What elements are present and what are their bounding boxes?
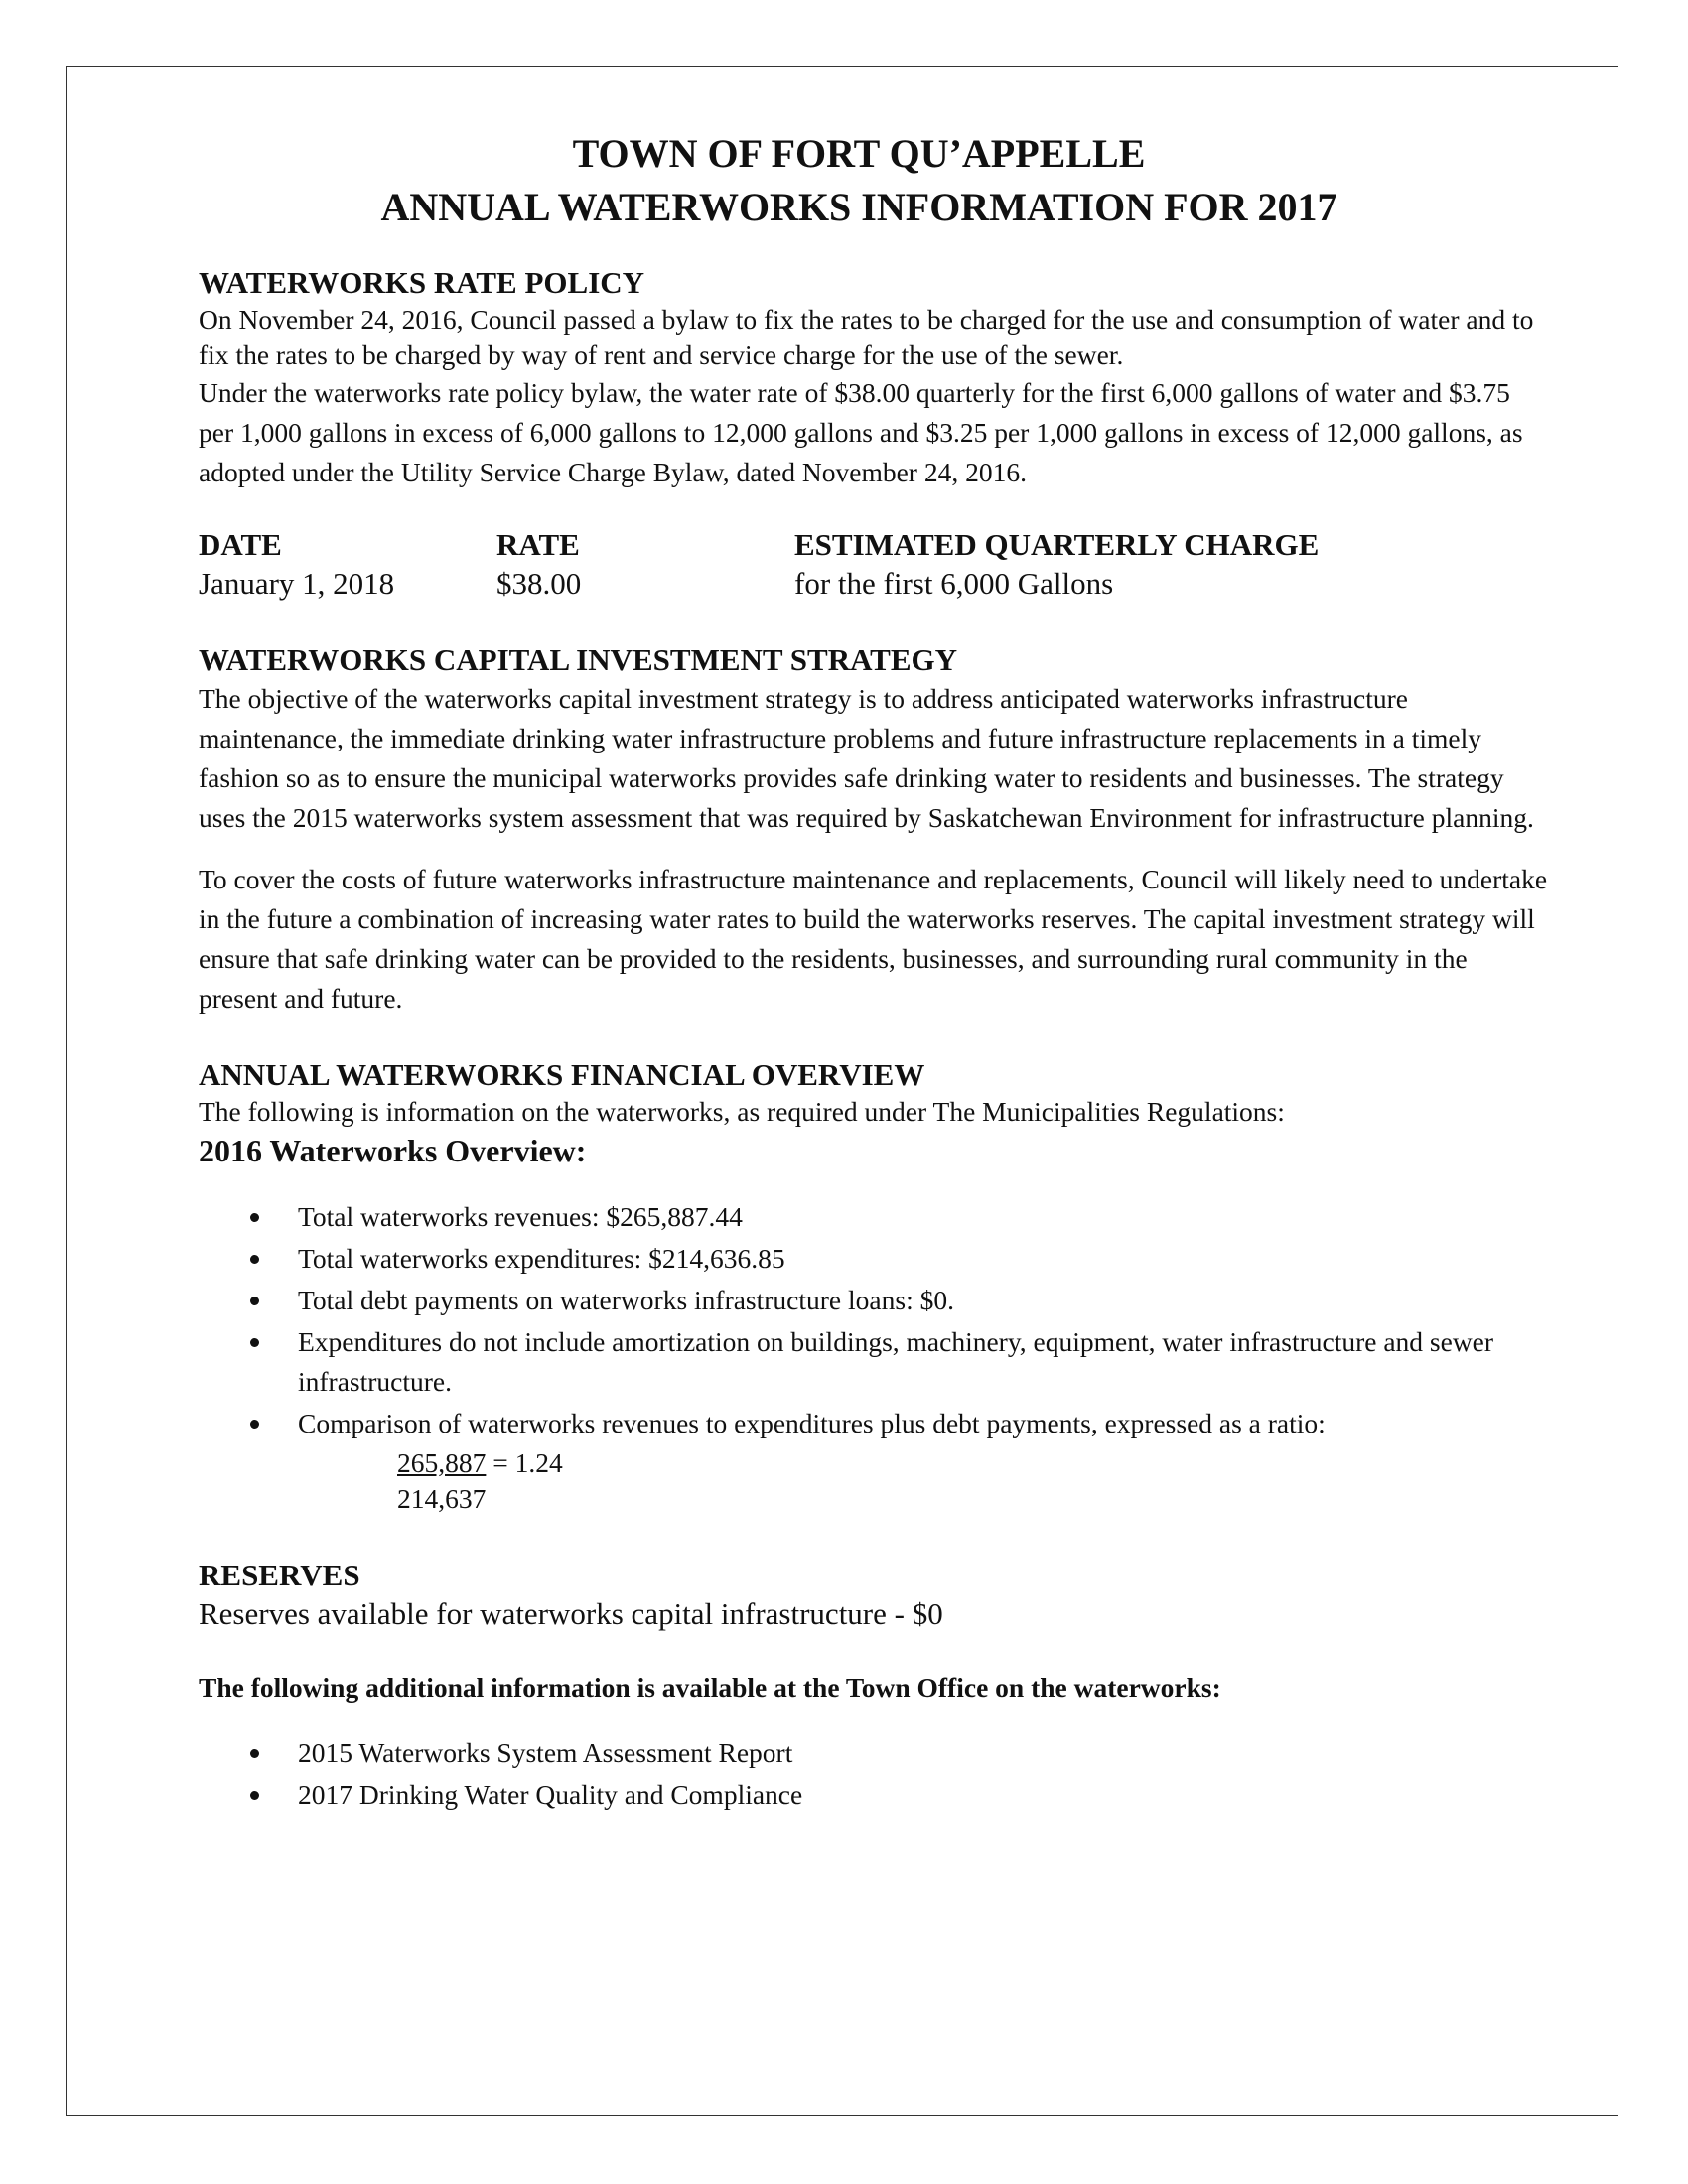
rate-table-cell-date: January 1, 2018	[199, 566, 395, 601]
ratio-denominator: 214,637	[397, 1483, 487, 1514]
list-item-text: 2017 Drinking Water Quality and Compliance	[298, 1778, 803, 1810]
capital-strategy-paragraph-2: To cover the costs of future waterworks infrastructure maintenance and replacements, Council will likely need to undertake in the future a combination of increasing water rates to build the waterworks reserves. The capital investment strategy will ensure that safe drinking water can be provided to the residents, businesses, and surrounding rural community in the present and future.	[199, 864, 1548, 1014]
rate-policy-section	[199, 264, 1549, 492]
list-item-text: Total waterworks expenditures: $214,636.85	[298, 1243, 785, 1274]
financial-overview-subheading: 2016 Waterworks Overview:	[199, 1133, 587, 1168]
overview-bullet-list	[199, 1197, 1549, 1443]
rate-table-header-charge: ESTIMATED QUARTERLY CHARGE	[794, 527, 1320, 562]
financial-overview-intro: The following is information on the waterworks, as required under The Municipalities Regulations:	[199, 1096, 1285, 1127]
bullet-icon	[250, 1213, 259, 1222]
document-body	[199, 127, 1549, 1817]
bullet-icon	[250, 1791, 259, 1800]
rate-table-header-rate: RATE	[496, 527, 580, 562]
rate-table	[199, 526, 1549, 604]
bullet-icon	[250, 1255, 259, 1264]
ratio-result: = 1.24	[492, 1447, 563, 1478]
rate-table-header-date: DATE	[199, 527, 282, 562]
list-item	[199, 1733, 1549, 1773]
reserves-text: Reserves available for waterworks capital infrastructure - $0	[199, 1596, 943, 1631]
list-item-text: 2015 Waterworks System Assessment Report	[298, 1736, 793, 1768]
title-line-1: TOWN OF FORT QU’APPELLE	[572, 131, 1146, 176]
list-item	[199, 1775, 1549, 1815]
bullet-icon	[250, 1338, 259, 1347]
bullet-icon	[250, 1297, 259, 1305]
additional-info-list	[199, 1733, 1549, 1815]
financial-overview-section	[199, 1056, 1549, 1517]
list-item-text: Expenditures do not include amortization on buildings, machinery, equipment, water infrastructure and sewer infrastructure.	[298, 1326, 1494, 1397]
title-line-2: ANNUAL WATERWORKS INFORMATION FOR 2017	[380, 185, 1337, 229]
list-item	[199, 1197, 1549, 1237]
list-item	[199, 1281, 1549, 1320]
ratio-expression	[397, 1445, 1549, 1517]
list-item-text: Total debt payments on waterworks infrastructure loans: $0.	[298, 1285, 954, 1315]
rate-table-cell-charge: for the first 6,000 Gallons	[794, 566, 1114, 601]
rate-table-cell-rate: $38.00	[496, 566, 582, 601]
ratio-top-line	[397, 1445, 1549, 1481]
capital-strategy-section	[199, 641, 1549, 1019]
rate-policy-paragraph-1: On November 24, 2016, Council passed a bylaw to fix the rates to be charged for the use and consumption of water and to fix the rates to be charged by way of rent and service charge for the use of the sewer.	[199, 304, 1534, 370]
document-title	[169, 127, 1549, 234]
capital-strategy-paragraph-1: The objective of the waterworks capital investment strategy is to address anticipated waterworks infrastructure maintenance, the immediate drinking water infrastructure problems and future infrastructure replacements in a timely fashion so as to ensure the municipal waterworks provides safe drinking water to residents and businesses. The strategy uses the 2015 waterworks system assessment that was required by Saskatchewan Environment for infrastructure planning.	[199, 683, 1534, 833]
list-item	[199, 1404, 1549, 1443]
rate-policy-heading: WATERWORKS RATE POLICY	[199, 265, 645, 300]
bullet-icon	[250, 1749, 259, 1758]
additional-info-heading: The following additional information is available at the Town Office on the waterworks:	[199, 1672, 1221, 1703]
reserves-section	[199, 1557, 1549, 1634]
list-item-text: Comparison of waterworks revenues to expenditures plus debt payments, expressed as a ratio:	[298, 1408, 1326, 1438]
list-item	[199, 1322, 1549, 1402]
ratio-numerator: 265,887	[397, 1447, 487, 1478]
capital-strategy-heading: WATERWORKS CAPITAL INVESTMENT STRATEGY	[199, 642, 958, 677]
financial-overview-heading: ANNUAL WATERWORKS FINANCIAL OVERVIEW	[199, 1057, 925, 1092]
list-item-text: Total waterworks revenues: $265,887.44	[298, 1201, 743, 1232]
rate-policy-paragraph-2: Under the waterworks rate policy bylaw, the water rate of $38.00 quarterly for the first 6,000 gallons of water and $3.75 per 1,000 gallons in excess of 6,000 gallons to 12,000 gallons and $3.25 per 1,000 gallons in excess of 12,000 gallons, as adopted under the Utility Service Charge Bylaw, dated November 24, 2016.	[199, 377, 1523, 487]
reserves-heading: RESERVES	[199, 1558, 360, 1592]
list-item	[199, 1239, 1549, 1279]
bullet-icon	[250, 1420, 259, 1429]
